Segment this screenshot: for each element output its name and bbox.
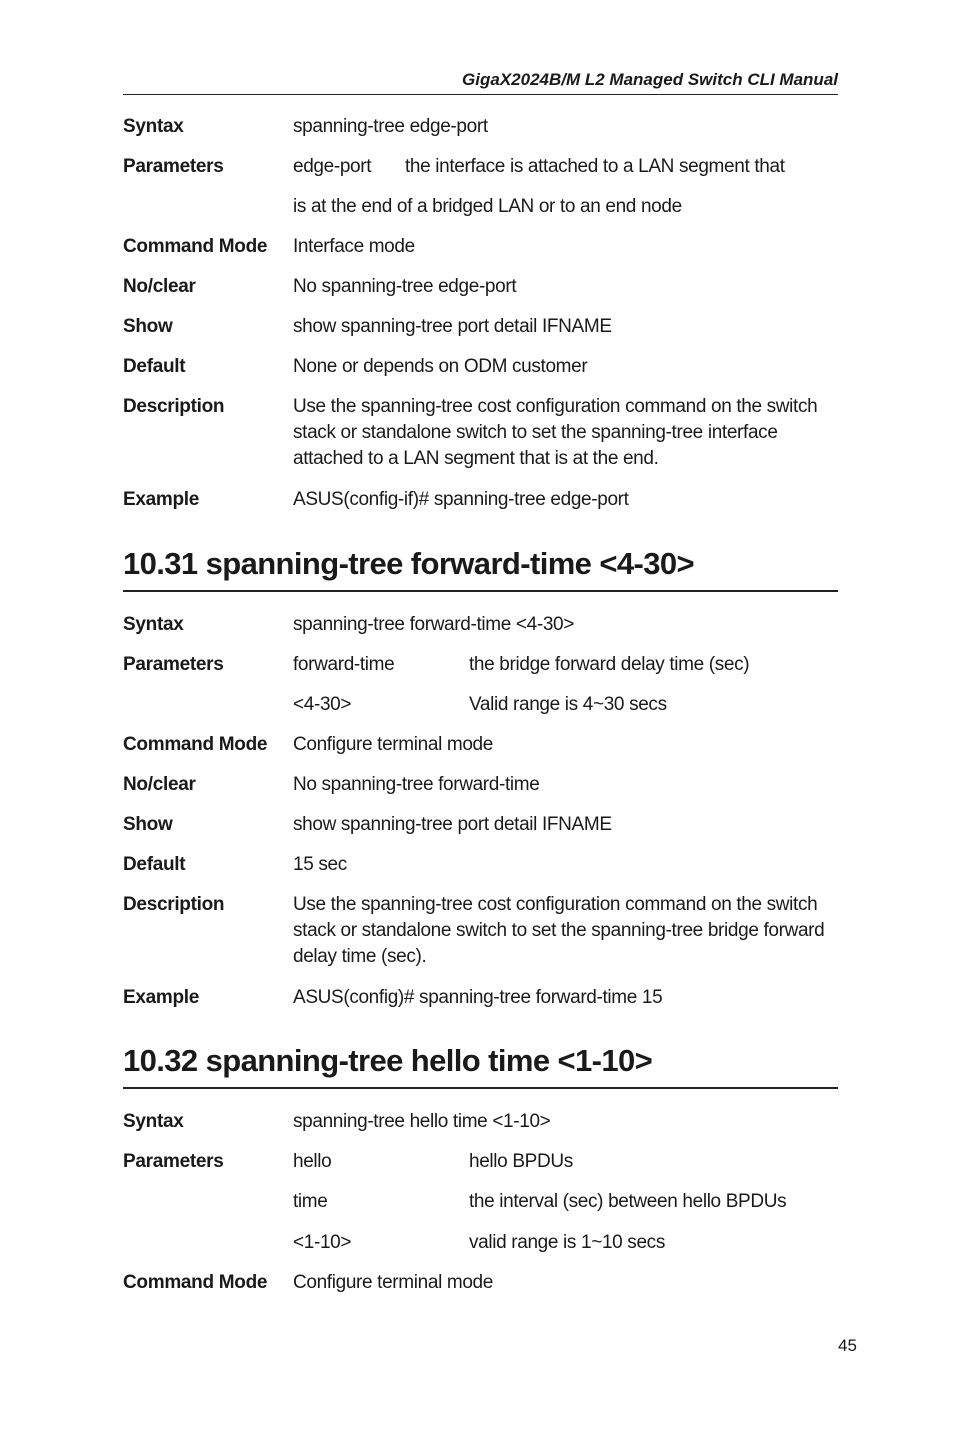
show-label: Show	[123, 316, 173, 337]
example-label: Example	[123, 489, 200, 510]
command-mode-label: Command Mode	[123, 1272, 268, 1293]
section-heading: 10.32 spanning-tree hello time <1-10>	[123, 1043, 838, 1089]
param-desc: the interval (sec) between hello BPDUs	[469, 1191, 787, 1212]
command-mode-value: Interface mode	[293, 236, 415, 257]
param-desc: valid range is 1~10 secs	[469, 1232, 665, 1253]
syntax-value: spanning-tree edge-port	[293, 116, 488, 137]
description-label: Description	[123, 396, 225, 417]
param-desc: Valid range is 4~30 secs	[469, 694, 667, 715]
syntax-label: Syntax	[123, 614, 184, 635]
syntax-label: Syntax	[123, 116, 184, 137]
noclear-label: No/clear	[123, 774, 196, 795]
syntax-value: spanning-tree forward-time <4-30>	[293, 614, 574, 635]
param-name: <4-30>	[293, 694, 352, 715]
description-label: Description	[123, 894, 225, 915]
parameters-label: Parameters	[123, 156, 224, 177]
default-label: Default	[123, 356, 186, 377]
param-desc: hello BPDUs	[469, 1151, 573, 1172]
default-value: None or depends on ODM customer	[293, 356, 588, 377]
example-value: ASUS(config)# spanning-tree forward-time 15	[293, 987, 663, 1008]
running-header: GigaX2024B/M L2 Managed Switch CLI Manual	[123, 70, 838, 95]
description-value: Use the spanning-tree cost configuration command on the switch stack or standalone switch to set the spanning-tree bridge forward delay time (sec).	[293, 894, 825, 967]
parameters-label: Parameters	[123, 654, 224, 675]
page-number: 45	[838, 1336, 857, 1355]
param-desc-continued: is at the end of a bridged LAN or to an end node	[293, 196, 682, 217]
show-value: show spanning-tree port detail IFNAME	[293, 814, 612, 835]
param-name: hello	[293, 1151, 332, 1172]
param-name: edge-port	[293, 156, 372, 177]
noclear-label: No/clear	[123, 276, 196, 297]
param-desc: the bridge forward delay time (sec)	[469, 654, 750, 675]
param-desc: the interface is attached to a LAN segment that	[405, 156, 785, 177]
parameters-label: Parameters	[123, 1151, 224, 1172]
syntax-value: spanning-tree hello time <1-10>	[293, 1111, 551, 1132]
example-label: Example	[123, 987, 200, 1008]
command-mode-value: Configure terminal mode	[293, 1272, 493, 1293]
default-value: 15 sec	[293, 854, 347, 875]
param-name: time	[293, 1191, 328, 1212]
command-mode-label: Command Mode	[123, 734, 268, 755]
show-value: show spanning-tree port detail IFNAME	[293, 316, 612, 337]
default-label: Default	[123, 854, 186, 875]
show-label: Show	[123, 814, 173, 835]
param-name: <1-10>	[293, 1232, 352, 1253]
section-heading: 10.31 spanning-tree forward-time <4-30>	[123, 546, 838, 592]
command-mode-label: Command Mode	[123, 236, 268, 257]
example-value: ASUS(config-if)# spanning-tree edge-port	[293, 489, 629, 510]
description-value: Use the spanning-tree cost configuration command on the switch stack or standalone switch to set the spanning-tree interface attached to a LAN segment that is at the end.	[293, 396, 818, 469]
command-mode-value: Configure terminal mode	[293, 734, 493, 755]
param-name: forward-time	[293, 654, 395, 675]
syntax-label: Syntax	[123, 1111, 184, 1132]
noclear-value: No spanning-tree edge-port	[293, 276, 517, 297]
noclear-value: No spanning-tree forward-time	[293, 774, 540, 795]
